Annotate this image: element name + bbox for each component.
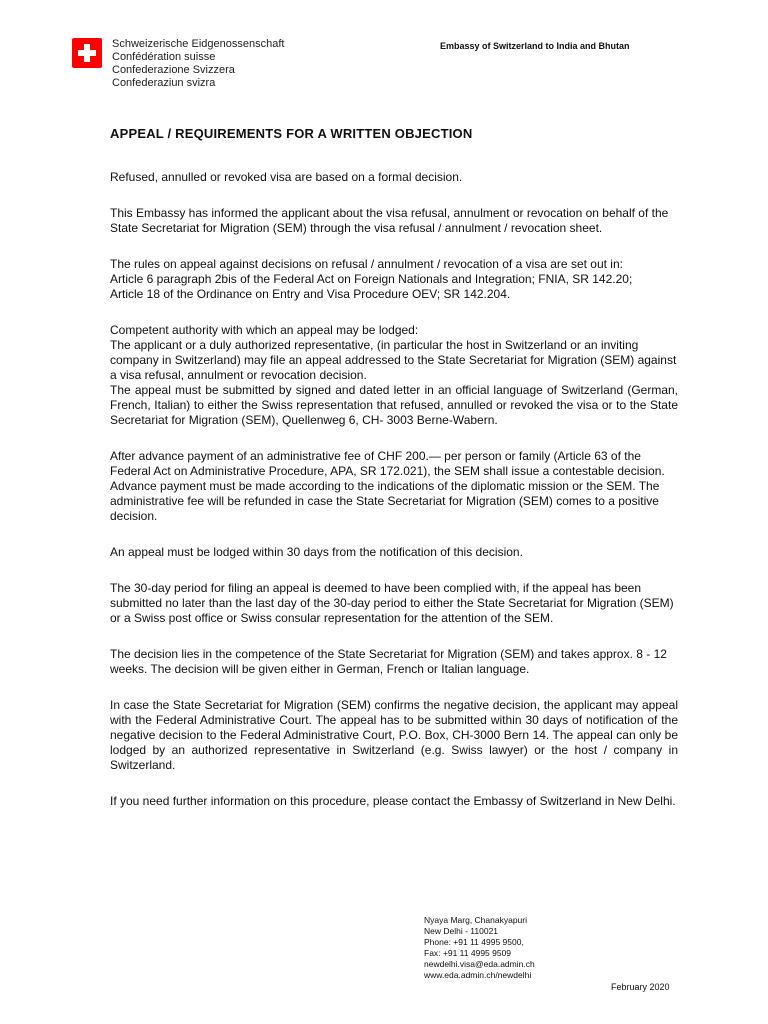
institution-line-rm: Confederaziun svizra — [112, 77, 216, 89]
swiss-confederation-logo — [72, 38, 284, 90]
document-title: APPEAL / REQUIREMENTS FOR A WRITTEN OBJECTION — [110, 126, 473, 141]
authority-heading: Competent authority with which an appeal may be lodged: — [110, 323, 419, 337]
paragraph-30-day-period: The 30-day period for filing an appeal is deemed to have been complied with, if the appeal has been submitted no later than the last day of the 30-day period to either the State Secretariat for Migration (SEM) or a Swiss post office or Swiss consular representation for the attention of the SEM. — [110, 581, 674, 625]
address-city: New Delhi - 110021 — [424, 926, 499, 936]
rules-fnia: Article 6 paragraph 2bis of the Federal Act on Foreign Nationals and Integration; FNIA, SR 142.20; — [110, 272, 633, 286]
institution-line-fr: Confédération suisse — [112, 51, 216, 63]
authority-submission: The appeal must be submitted by signed and dated letter in an official language of Switzerland (German, French, Italian) to either the Swiss representation that refused, annulled or revoked the visa or to the State Secretariat for Migration (SEM), Quellenweg 6, CH- 3003 Berne-Wabern. — [110, 383, 678, 427]
address-fax: Fax: +91 11 4995 9509 — [424, 948, 512, 958]
paragraph-contact: If you need further information on this procedure, please contact the Embassy of Switzerland in New Delhi. — [110, 794, 676, 808]
paragraph-fee: After advance payment of an administrative fee of CHF 200.— per person or family (Article 63 of the Federal Act on Administrative Procedure, APA, SR 172.021), the SEM shall issue a contestable decision. Advance payment must be made according to the indications of the diplomatic mission or the SEM. The administrative fee will be refunded in case the State Secretariat for Migration (SEM) comes to a positive decision. — [110, 449, 665, 523]
paragraph-court-appeal: In case the State Secretariat for Migration (SEM) confirms the negative decision, the applicant may appeal with the Federal Administrative Court. The appeal has to be submitted within 30 days of notification of the negative decision to the Federal Administrative Court, P.O. Box, CH-3000 Bern 14. The appeal can only be lodged by an authorized representative in Switzerland (e.g. Swiss lawyer) or the host / company in Switzerland. — [110, 698, 678, 772]
document-body — [110, 170, 678, 830]
institution-line-de: Schweizerische Eidgenossenschaft — [112, 38, 285, 50]
document-date: February 2020 — [611, 982, 670, 992]
address-street: Nyaya Marg, Chanakyapuri — [424, 915, 527, 925]
paragraph-formal-decision: Refused, annulled or revoked visa are based on a formal decision. — [110, 170, 463, 184]
institution-line-it: Confederazione Svizzera — [112, 64, 235, 76]
embassy-name: Embassy of Switzerland to India and Bhutan — [440, 41, 630, 51]
embassy-address — [424, 915, 535, 981]
paragraph-competent-authority — [110, 323, 678, 428]
paragraph-deadline: An appeal must be lodged within 30 days from the notification of this decision. — [110, 545, 523, 559]
swiss-flag-icon — [72, 38, 102, 68]
rules-oev: Article 18 of the Ordinance on Entry and Visa Procedure OEV; SR 142.204. — [110, 287, 511, 301]
paragraph-decision-duration: The decision lies in the competence of the State Secretariat for Migration (SEM) and takes approx. 8 - 12 weeks. The decision will be given either in German, French or Italian language. — [110, 647, 667, 676]
rules-intro: The rules on appeal against decisions on refusal / annulment / revocation of a visa are set out in: — [110, 257, 623, 271]
address-phone: Phone: +91 11 4995 9500, — [424, 937, 524, 947]
address-email[interactable]: newdelhi.visa@eda.admin.ch — [424, 959, 535, 969]
paragraph-embassy-informed: This Embassy has informed the applicant about the visa refusal, annulment or revocation on behalf of the State Secretariat for Migration (SEM) through the visa refusal / annulment / revocation sheet. — [110, 206, 669, 235]
institution-names — [112, 38, 284, 90]
authority-applicant: The applicant or a duly authorized representative, (in particular the host in Switzerland or an inviting company in Switzerland) may file an appeal addressed to the State Secretariat for Migration (SEM) against a visa refusal, annulment or revocation decision. — [110, 338, 677, 382]
address-website[interactable]: www.eda.admin.ch/newdelhi — [424, 970, 532, 980]
paragraph-rules — [110, 257, 678, 302]
